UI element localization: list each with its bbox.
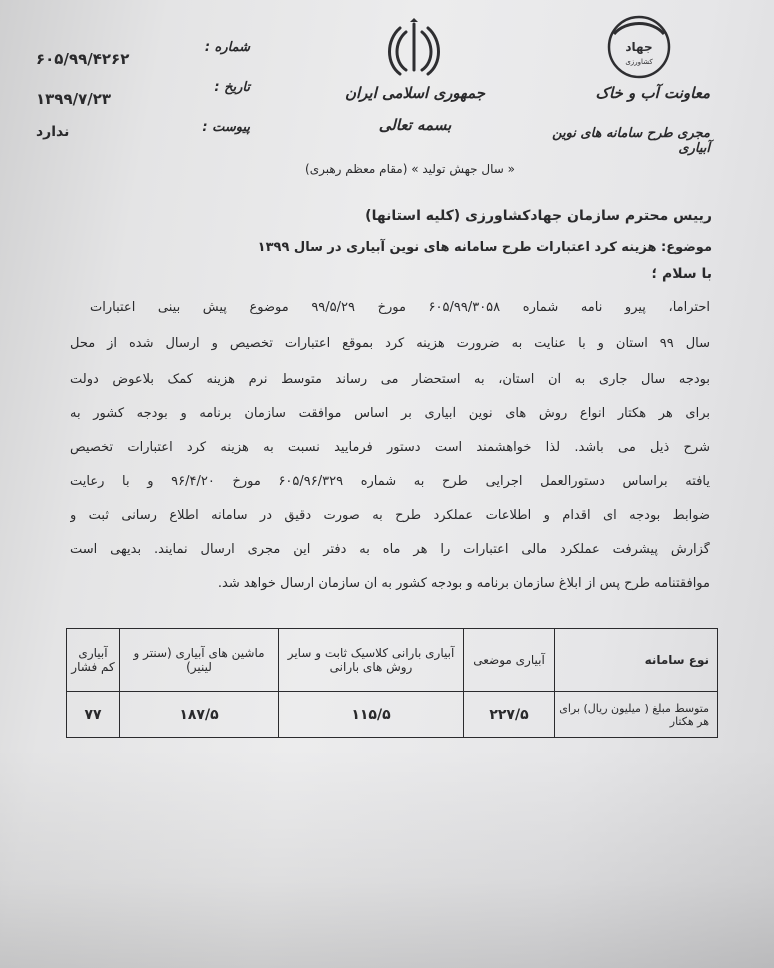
header-bismillah: بسمه تعالی	[378, 116, 452, 134]
body-line: ضوابط بودجه ای اقدام و اطلاعات عملکرد طرح به صورت دقیق در سامانه اطلاع رسانی ثبت و	[70, 508, 710, 523]
table-column-header: آبیاری موضعی	[464, 629, 555, 692]
letter-salutation: با سلام ؛	[651, 266, 712, 282]
body-line: یافته براساس دستورالعمل اجرایی طرح به شماره ۶۰۵/۹۶/۳۲۹ مورخ ۹۶/۴/۲۰ و با رعایت	[70, 474, 710, 489]
table-column-header: آبیاری بارانی کلاسیک ثابت و سایر روش های بارانی	[279, 629, 464, 692]
letter-recipient: رییس محترم سازمان جهادکشاورزی (کلیه استانها)	[365, 208, 712, 224]
iran-emblem-icon	[384, 18, 444, 80]
table-row	[67, 692, 718, 738]
logo-text-main: جهاد	[625, 40, 653, 54]
table-column-header: آبیاری کم فشار	[67, 629, 120, 692]
letter-attachment-label: پیوست :	[202, 120, 250, 135]
letter-number-value: ۶۰۵/۹۹/۴۲۶۲	[36, 50, 130, 68]
body-line: سال ۹۹ استان و با عنایت به ضرورت هزینه کرد بموقع اعتبارات تخصیص و ارسال شده از محل	[70, 336, 710, 351]
letter-date-value: ۱۳۹۹/۷/۲۳	[36, 90, 112, 108]
letter-subject: موضوع: هزینه کرد اعتبارات طرح سامانه های نوین آبیاری در سال ۱۳۹۹	[257, 240, 712, 255]
header-deputy-title: معاونت آب و خاک	[595, 84, 710, 102]
table-cell: ۷۷	[67, 692, 120, 738]
body-line: موافقتنامه طرح پس از ابلاغ سازمان برنامه و بودجه کشور به آن سازمان ارسال خواهد شد.	[217, 576, 710, 591]
table-cell: ۱۸۷/۵	[120, 692, 279, 738]
table-cell: ۱۱۵/۵	[279, 692, 464, 738]
year-slogan: « سال جهش تولید » (مقام معظم رهبری)	[305, 162, 515, 176]
table-header-row	[67, 629, 718, 692]
logo-text-sub: کشاورزی	[625, 58, 653, 66]
table-row-header-type: نوع سامانه	[555, 629, 718, 692]
letter-date-label: تاریخ :	[214, 80, 250, 95]
body-line: برای هر هکتار انواع روش های نوین آبیاری بر اساس موافقت سازمان برنامه و بودجه کشور به	[70, 406, 710, 421]
table-row-header-amount: متوسط مبلغ ( میلیون ریال) برای هر هکتار	[555, 692, 718, 738]
photo-shadow	[0, 748, 774, 968]
body-line: گزارش پیشرفت عملکرد مالی اعتبارات را هر ماه به دفتر این مجری ارسال نمایند. بدیهی است	[70, 542, 710, 557]
jihad-agriculture-logo-icon	[606, 14, 672, 80]
body-line: شرح ذیل می باشد. لذا خواهشمند است دستور فرمایید نسبت به هزینه کرد اعتبارات تخصیص	[70, 440, 710, 455]
table-column-header: ماشین های آبیاری (سنتر و لینیر)	[120, 629, 279, 692]
header-executor-title: مجری طرح سامانه های نوین آبیاری	[552, 126, 710, 156]
letter-number-label: شماره :	[204, 40, 250, 55]
letter-attachment-value: ندارد	[36, 124, 70, 140]
body-line: بودجه سال جاری به آن استان، به استحضار می رساند متوسط نرم هزینه کمک بلاعوض دولت	[70, 372, 710, 387]
header-republic-title: جمهوری اسلامی ایران	[344, 84, 486, 102]
table-cell: ۲۲۷/۵	[464, 692, 555, 738]
body-line: احتراماً، پیرو نامه شماره ۶۰۵/۹۹/۳۰۵۸ مورخ ۹۹/۵/۲۹ موضوع پیش بینی اعتبارات	[90, 300, 710, 315]
irrigation-cost-table	[66, 628, 718, 738]
